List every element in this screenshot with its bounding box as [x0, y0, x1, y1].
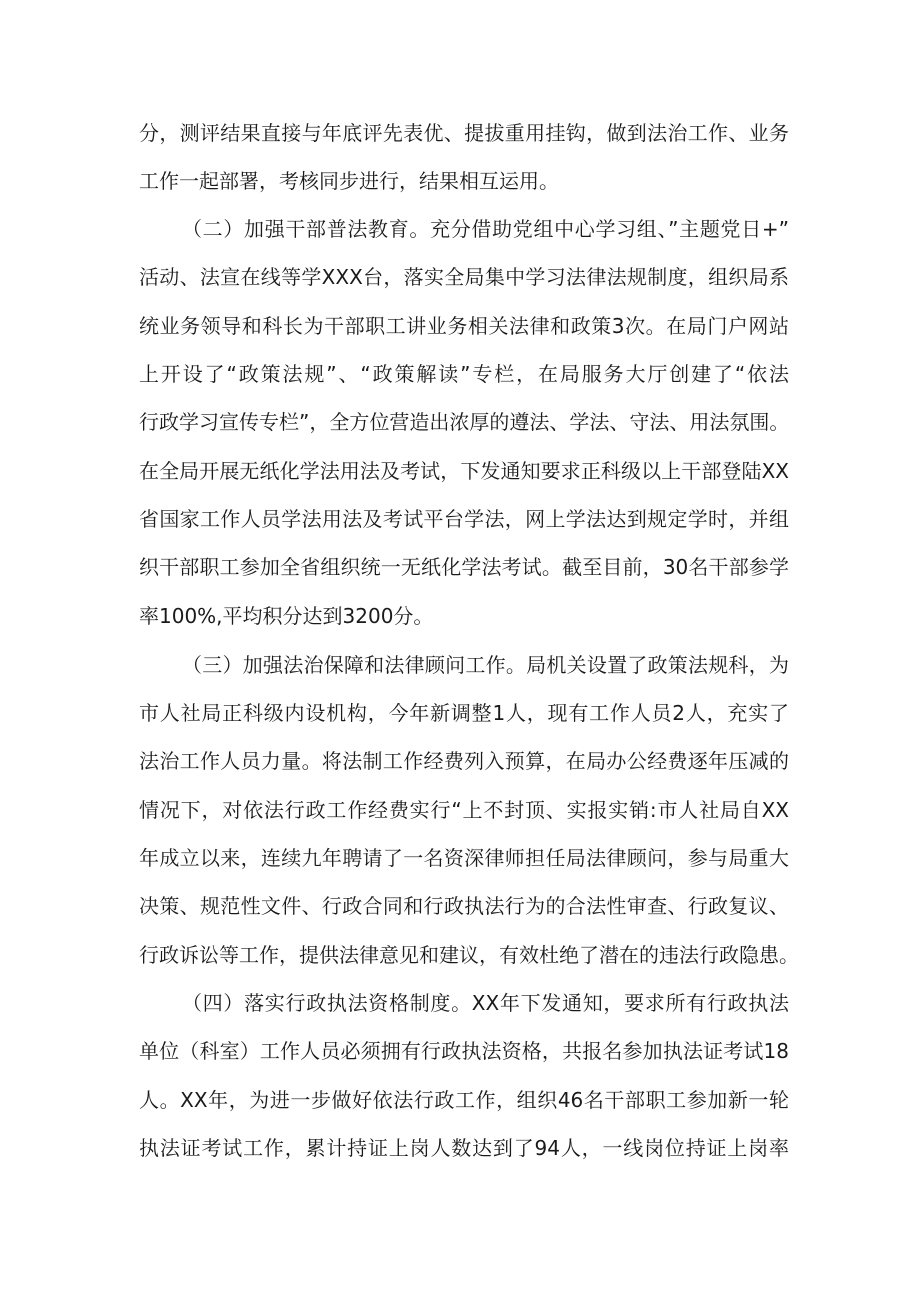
text-line: 率100%,平均积分达到3200分。	[139, 604, 434, 628]
text-line: 法治工作人员力量。将法制工作经费列入预算，在局办公经费逐年压减的	[139, 749, 789, 773]
text-line: 省国家工作人员学法用法及考试平台学法，网上学法达到规定学时，并组	[139, 507, 789, 531]
text-line: 活动、法宣在线等学XXX台，落实全局集中学习法律法规制度，组织局系	[139, 265, 789, 289]
text-line: （三）加强法治保障和法律顾问工作。局机关设置了政策法规科，为	[182, 653, 789, 677]
text-line: 行政诉讼等工作，提供法律意见和建议，有效杜绝了潜在的违法行政隐患。	[139, 943, 799, 967]
text-line: 人。XX年，为进一步做好依法行政工作，组织46名干部职工参加新一轮	[139, 1088, 789, 1112]
text-line: （四）落实行政执法资格制度。XX年下发通知，要求所有行政执法	[182, 991, 789, 1015]
text-line: （二）加强干部普法教育。充分借助党组中心学习组、”主题党日+”	[182, 217, 789, 241]
text-line: 织干部职工参加全省组织统一无纸化学法考试。截至目前，30名干部参学	[139, 555, 789, 579]
text-line: 决策、规范性文件、行政合同和行政执法行为的合法性审查、行政复议、	[139, 894, 789, 918]
text-line: 分，测评结果直接与年底评先表优、提拔重用挂钩，做到法治工作、业务	[139, 121, 789, 145]
text-line: 在全局开展无纸化学法用法及考试，下发通知要求正科级以上干部登陆XX	[139, 459, 789, 483]
text-line: 年成立以来，连续九年聘请了一名资深律师担任局法律顾问，参与局重大	[139, 846, 789, 870]
text-line: 工作一起部署，考核同步进行，结果相互运用。	[139, 169, 559, 193]
text-line: 单位（科室）工作人员必须拥有行政执法资格，共报名参加执法证考试18	[139, 1039, 789, 1063]
text-line: 市人社局正科级内设机构，今年新调整1人，现有工作人员2人，充实了	[139, 701, 789, 725]
text-line: 执法证考试工作，累计持证上岗人数达到了94人，一线岗位持证上岗率	[139, 1136, 789, 1160]
text-line: 统业务领导和科长为干部职工讲业务相关法律和政策3次。在局门户网站	[139, 314, 789, 338]
text-line: 上开设了“政策法规”、“政策解读”专栏，在局服务大厅创建了“依法	[139, 362, 789, 386]
text-line: 情况下，对依法行政工作经费实行“上不封顶、实报实销:市人社局自XX	[139, 798, 789, 822]
text-line: 行政学习宣传专栏”，全方位营造出浓厚的遵法、学法、守法、用法氛围。	[139, 410, 790, 434]
